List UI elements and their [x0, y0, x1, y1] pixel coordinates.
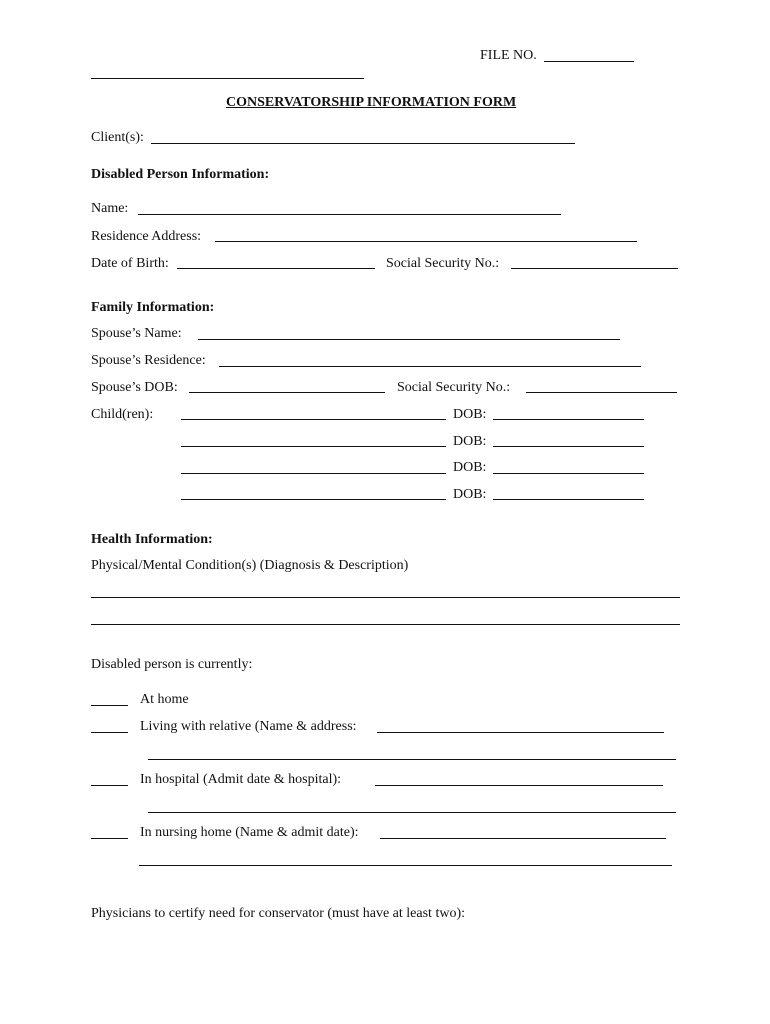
spouse-name-label: Spouse’s Name: — [91, 326, 182, 341]
health-heading: Health Information: — [91, 532, 213, 547]
residence-field[interactable] — [215, 241, 637, 242]
conditions-field-line[interactable] — [91, 597, 680, 598]
child-name-field[interactable] — [181, 419, 446, 420]
dob-label: Date of Birth: — [91, 256, 169, 271]
spouse-residence-label: Spouse’s Residence: — [91, 353, 206, 368]
conditions-field-line[interactable] — [91, 624, 680, 625]
file-no-label: FILE NO. — [480, 48, 537, 63]
with-relative-label: Living with relative (Name & address: — [140, 719, 357, 734]
client-label: Client(s): — [91, 130, 144, 145]
hospital-info-field-line2[interactable] — [148, 812, 676, 813]
in-hospital-label: In hospital (Admit date & hospital): — [140, 772, 342, 787]
child-name-field[interactable] — [181, 446, 446, 447]
nursing-home-info-field[interactable] — [380, 838, 666, 839]
ssn-field[interactable] — [511, 268, 678, 269]
at-home-label: At home — [140, 692, 189, 707]
spouse-dob-label: Spouse’s DOB: — [91, 380, 178, 395]
header-blank-line[interactable] — [91, 78, 364, 79]
physicians-label: Physicians to certify need for conservator (must have at least two): — [91, 906, 465, 921]
child-dob-label: DOB: — [453, 487, 487, 502]
spouse-dob-field[interactable] — [189, 392, 385, 393]
nursing-home-info-field-line2[interactable] — [139, 865, 672, 866]
spouse-ssn-field[interactable] — [526, 392, 677, 393]
conditions-label: Physical/Mental Condition(s) (Diagnosis & Description) — [91, 558, 409, 573]
client-field[interactable] — [151, 143, 575, 144]
form-title: CONSERVATORSHIP INFORMATION FORM — [226, 95, 517, 110]
nursing-home-label: In nursing home (Name & admit date): — [140, 825, 359, 840]
child-dob-label: DOB: — [453, 407, 487, 422]
child-dob-field[interactable] — [493, 473, 644, 474]
family-heading: Family Information: — [91, 300, 215, 315]
spouse-residence-field[interactable] — [219, 366, 641, 367]
relative-info-field[interactable] — [377, 732, 664, 733]
child-name-field[interactable] — [181, 473, 446, 474]
child-name-field[interactable] — [181, 499, 446, 500]
name-label: Name: — [91, 201, 129, 216]
with-relative-checkbox[interactable] — [91, 732, 128, 733]
child-dob-label: DOB: — [453, 460, 487, 475]
ssn-label: Social Security No.: — [386, 256, 500, 271]
child-dob-label: DOB: — [453, 434, 487, 449]
spouse-ssn-label: Social Security No.: — [397, 380, 511, 395]
file-no-field[interactable] — [544, 61, 634, 62]
disabled-person-heading: Disabled Person Information: — [91, 167, 270, 182]
relative-info-field-line2[interactable] — [148, 759, 676, 760]
spouse-name-field[interactable] — [198, 339, 620, 340]
child-dob-field[interactable] — [493, 419, 644, 420]
residence-label: Residence Address: — [91, 229, 202, 244]
children-label: Child(ren): — [91, 407, 154, 422]
child-dob-field[interactable] — [493, 499, 644, 500]
in-hospital-checkbox[interactable] — [91, 785, 128, 786]
hospital-info-field[interactable] — [375, 785, 663, 786]
child-dob-field[interactable] — [493, 446, 644, 447]
dob-field[interactable] — [177, 268, 375, 269]
living-intro: Disabled person is currently: — [91, 657, 253, 672]
at-home-checkbox[interactable] — [91, 705, 128, 706]
name-field[interactable] — [138, 214, 561, 215]
nursing-home-checkbox[interactable] — [91, 838, 128, 839]
